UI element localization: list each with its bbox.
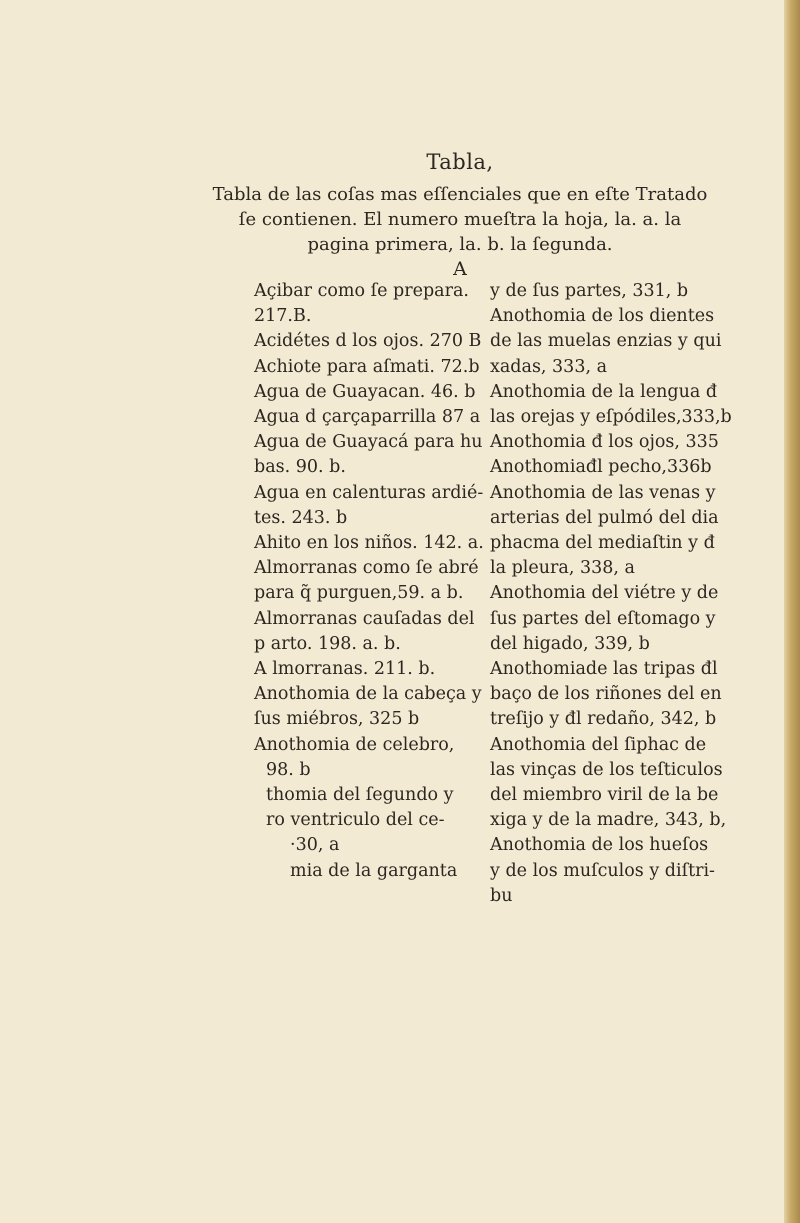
index-entry-line: Almorranas cauſadas del bbox=[254, 608, 475, 629]
index-entry-line: xiga y de la madre, 343, b, bbox=[490, 810, 727, 831]
index-entry-line: Acidétes d los ojos. 270 B bbox=[254, 331, 482, 352]
index-entry-line: Anothomia de la lengua đ bbox=[490, 381, 718, 402]
index-entry-line: y de los muſculos y diſtri- bbox=[490, 860, 715, 881]
index-entry-line: Almorranas como ſe abré bbox=[254, 558, 479, 579]
index-entry-line: phacma del mediaſtin y đ bbox=[490, 533, 715, 554]
index-entry-line: Agua de Guayacan. 46. b bbox=[254, 381, 476, 402]
index-entry-line: las orejas y eſpódiles,333,b bbox=[490, 407, 732, 428]
index-entry-line: ro ventriculo del ce- bbox=[266, 810, 445, 831]
index-entry-line: bas. 90. b. bbox=[254, 457, 346, 478]
index-entry-line: Anothomiađl pecho,336b bbox=[490, 457, 712, 478]
index-entry-line: ſus partes del eſtomago y bbox=[490, 608, 716, 629]
index-entry-line: p arto. 198. a. b. bbox=[254, 633, 401, 654]
index-entry-line: de las muelas enzias y qui bbox=[490, 331, 722, 352]
index-entry-line: Anothomia del viétre y de bbox=[490, 583, 719, 604]
index-entry-line: Açibar como ſe prepara. bbox=[254, 281, 469, 301]
index-entry-line: ſus miébros, 325 b bbox=[254, 709, 420, 730]
page-header bbox=[150, 150, 770, 281]
index-entry-line: treſijo y đl redaño, 342, b bbox=[490, 709, 717, 730]
page-edge bbox=[784, 0, 800, 1223]
intro-line: ſe contienen. El numero mueſtra la hoja, la. a. la bbox=[238, 209, 682, 230]
index-entry-line: 217.B. bbox=[254, 306, 312, 327]
index-entry-line: xadas, 333, a bbox=[490, 356, 608, 377]
index-entry-line: Agua d çarçaparrilla 87 a bbox=[254, 407, 481, 428]
index-entry-line: Anothomia del ſiphac de bbox=[490, 734, 707, 755]
index-entry-line: Anothomia de los hueſos bbox=[490, 835, 709, 856]
index-entry-line: Achiote para aſmati. 72.b bbox=[254, 356, 480, 377]
section-letter: A bbox=[453, 258, 467, 280]
index-entry-line: A lmorranas. 211. b. bbox=[254, 659, 436, 680]
index-entry-line: arterias del pulmó del dia bbox=[490, 507, 719, 528]
intro-paragraph bbox=[150, 182, 770, 257]
index-entry-line: thomia del ſegundo y bbox=[266, 785, 454, 806]
index-entry-line: 98. b bbox=[266, 759, 311, 780]
index-entry-line: las vinças de los teſticulos bbox=[490, 759, 723, 780]
index-entry-line: baço de los riñones del en bbox=[490, 684, 722, 705]
index-entry-line: Anothomiade las tripas đl bbox=[490, 659, 718, 680]
index-entry-line: del miembro viril de la be bbox=[490, 785, 719, 806]
running-head: Tabla, bbox=[426, 150, 494, 174]
index-entry-line: bu bbox=[490, 885, 513, 906]
index-entry-line: Agua en calenturas ardié- bbox=[254, 482, 484, 503]
index-entry-line: Anothomia de las venas y bbox=[490, 482, 716, 503]
index-left-column bbox=[254, 279, 484, 884]
index-right-column bbox=[490, 279, 732, 909]
index-entry-line: del higado, 339, b bbox=[490, 633, 650, 654]
index-entry-line: Anothomia de la cabeça y bbox=[254, 684, 482, 705]
index-entry-line: Ahito en los niños. 142. a. bbox=[254, 533, 484, 554]
index-entry-line: Anothomia de celebro, bbox=[254, 734, 455, 755]
index-entry-line: para q̃ purguen,59. a b. bbox=[254, 583, 464, 604]
index-entry-line: mia de la garganta bbox=[290, 860, 458, 881]
index-entry-line: Anothomia de los dientes bbox=[490, 306, 715, 327]
intro-line: pagina primera, la. b. la ſegunda. bbox=[307, 234, 613, 255]
index-entry-line: tes. 243. b bbox=[254, 507, 348, 528]
index-entry-line: la pleura, 338, a bbox=[490, 558, 635, 579]
intro-line: Tabla de las coſas mas eſſenciales que en eſte Tratado bbox=[212, 184, 708, 205]
index-entry-line: y de ſus partes, 331, b bbox=[490, 281, 689, 301]
index-entry-line: ·30, a bbox=[290, 835, 340, 856]
index-entry-line: Anothomia đ los ojos, 335 bbox=[490, 432, 719, 453]
index-entry-line: Agua de Guayacá para hu bbox=[254, 432, 483, 453]
